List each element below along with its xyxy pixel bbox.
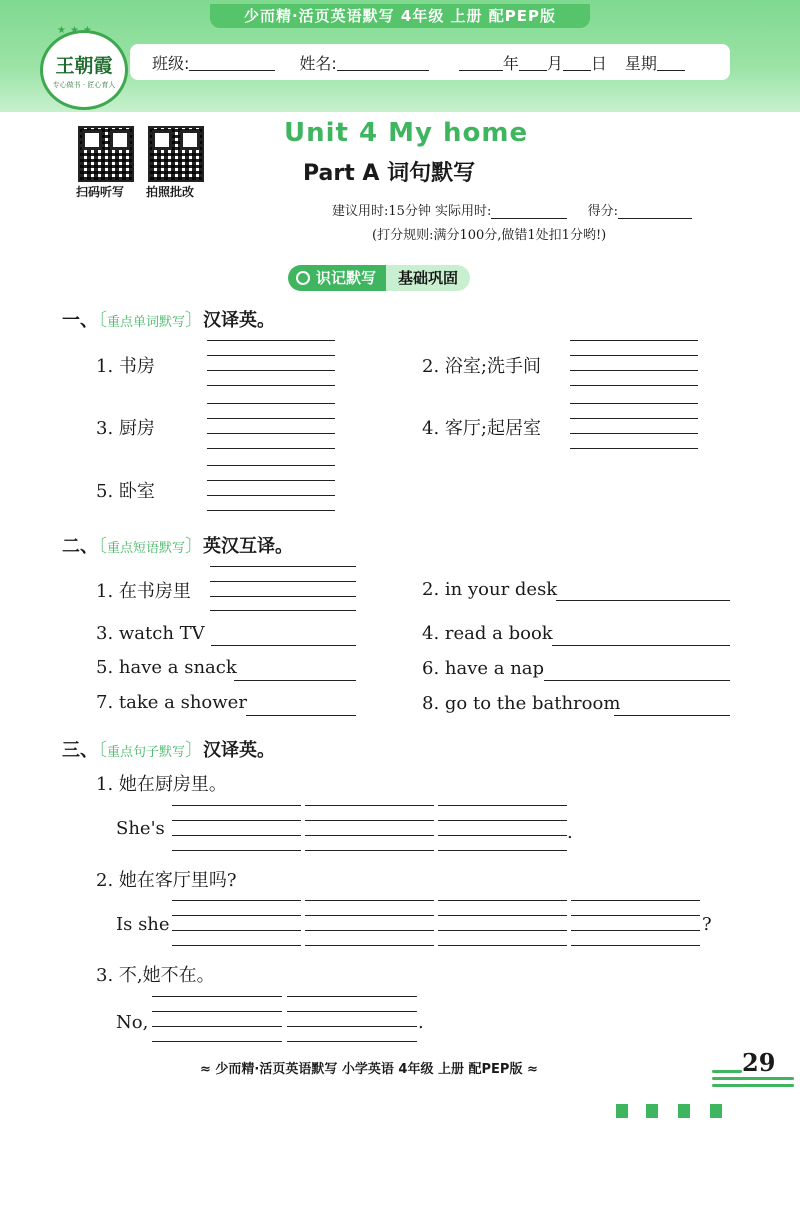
- answer-line[interactable]: [210, 581, 356, 582]
- section-3-instruction: 汉译英。: [203, 740, 276, 761]
- s3-q3-end: .: [418, 1012, 424, 1033]
- logo-text: 王朝霞: [55, 54, 113, 77]
- answer-line[interactable]: [172, 915, 301, 916]
- answer-line[interactable]: [570, 433, 698, 434]
- answer-line[interactable]: [210, 566, 356, 567]
- answer-line[interactable]: [438, 820, 567, 821]
- section-2-tag: 重点短语默写: [107, 541, 186, 556]
- unit-title: Unit 4 My home: [284, 118, 529, 148]
- section-1-heading: 一、〔重点单词默写〕汉译英。: [62, 310, 276, 331]
- badge-left-text: 识记默写: [316, 269, 377, 287]
- s3-question-3: 3. 不,她不在。: [96, 965, 215, 986]
- time-label: 建议用时:15分钟 实际用时:: [332, 204, 492, 219]
- scoring-rules: (打分规则:满分100分,做错1处扣1分哟!): [372, 228, 607, 243]
- s1-item-1: 1. 书房: [96, 356, 155, 377]
- s1-item-4: 4. 客厅;起居室: [422, 418, 541, 439]
- qr-code-grade[interactable]: [148, 126, 204, 182]
- section-3-heading: 三、〔重点句子默写〕汉译英。: [62, 740, 276, 761]
- corner-block: [616, 1104, 628, 1118]
- section-1-instruction: 汉译英。: [203, 310, 276, 331]
- answer-line[interactable]: [210, 610, 356, 611]
- section-3-tag: 重点句子默写: [107, 745, 186, 760]
- s2-item-1: 1. 在书房里: [96, 581, 191, 602]
- qr-code-listen[interactable]: [78, 126, 134, 182]
- section-2-instruction: 英汉互译。: [203, 536, 294, 557]
- answer-line[interactable]: [152, 1011, 282, 1012]
- wave-decoration: [712, 1077, 794, 1080]
- answer-line[interactable]: [207, 370, 335, 371]
- day-field[interactable]: [563, 53, 591, 71]
- answer-line[interactable]: [172, 900, 301, 901]
- answer-line[interactable]: [438, 805, 567, 806]
- s2-item-4: 4. read a book: [422, 623, 553, 644]
- answer-line[interactable]: [207, 495, 335, 496]
- answer-line[interactable]: [570, 418, 698, 419]
- answer-line[interactable]: [152, 996, 282, 997]
- class-label: 班级:: [152, 53, 190, 73]
- section-badge: [288, 264, 470, 292]
- answer-line[interactable]: [305, 900, 434, 901]
- answer-line[interactable]: [571, 900, 700, 901]
- answer-line[interactable]: [207, 418, 335, 419]
- answer-line[interactable]: [305, 915, 434, 916]
- section-1-tag: 重点单词默写: [107, 315, 186, 330]
- s3-question-1: 1. 她在厨房里。: [96, 774, 227, 795]
- answer-line[interactable]: [544, 680, 730, 681]
- section-3-number: 三、: [62, 740, 98, 761]
- qr-grade-label: 拍照批改: [146, 185, 195, 199]
- answer-line[interactable]: [172, 945, 301, 946]
- s3-q2-start: Is she: [116, 914, 170, 935]
- name-field[interactable]: [337, 53, 429, 71]
- publisher-logo: [40, 25, 128, 110]
- answer-line[interactable]: [570, 340, 698, 341]
- s2-item-2: 2. in your desk: [422, 579, 558, 600]
- wave-decoration: [712, 1070, 742, 1073]
- part-title: Part A 词句默写: [303, 161, 476, 186]
- answer-line[interactable]: [305, 835, 434, 836]
- answer-line[interactable]: [207, 433, 335, 434]
- answer-line[interactable]: [570, 385, 698, 386]
- answer-line[interactable]: [211, 645, 356, 646]
- s1-item-2: 2. 浴室;洗手间: [422, 356, 541, 377]
- badge-left: [288, 265, 386, 291]
- time-info: [332, 200, 692, 219]
- qr-listen-label: 扫码听写: [76, 185, 125, 199]
- answer-line[interactable]: [571, 915, 700, 916]
- s3-question-2: 2. 她在客厅里吗?: [96, 870, 237, 891]
- s2-item-3: 3. watch TV: [96, 623, 205, 644]
- s2-item-8: 8. go to the bathroom: [422, 693, 621, 714]
- month-label: 月: [546, 53, 563, 73]
- s3-q1-start: She's: [116, 818, 165, 839]
- s1-item-3: 3. 厨房: [96, 418, 155, 439]
- answer-line[interactable]: [207, 385, 335, 386]
- year-label: 年: [502, 53, 519, 73]
- answer-line[interactable]: [287, 1026, 417, 1027]
- answer-line[interactable]: [438, 915, 567, 916]
- answer-line[interactable]: [570, 403, 698, 404]
- answer-line[interactable]: [234, 680, 356, 681]
- answer-line[interactable]: [207, 403, 335, 404]
- weekday-label: 星期: [624, 53, 657, 73]
- answer-line[interactable]: [207, 480, 335, 481]
- page-number: 29: [742, 1048, 776, 1077]
- answer-line[interactable]: [207, 340, 335, 341]
- score-field[interactable]: [618, 201, 692, 219]
- answer-line[interactable]: [210, 596, 356, 597]
- student-info-bar: [130, 44, 730, 80]
- answer-line[interactable]: [207, 448, 335, 449]
- answer-line[interactable]: [438, 945, 567, 946]
- answer-line[interactable]: [207, 510, 335, 511]
- class-field[interactable]: [189, 53, 275, 71]
- answer-line[interactable]: [571, 930, 700, 931]
- answer-line[interactable]: [152, 1026, 282, 1027]
- answer-line[interactable]: [570, 448, 698, 449]
- answer-line[interactable]: [552, 645, 730, 646]
- section-1-number: 一、: [62, 310, 98, 331]
- answer-line[interactable]: [246, 715, 356, 716]
- corner-block: [646, 1104, 658, 1118]
- weekday-field[interactable]: [657, 53, 685, 71]
- day-label: 日: [590, 53, 607, 73]
- answer-line[interactable]: [152, 1041, 282, 1042]
- year-field[interactable]: [459, 53, 503, 71]
- answer-line[interactable]: [287, 1041, 417, 1042]
- answer-line[interactable]: [438, 900, 567, 901]
- logo-subtitle: 专心做书 · 匠心育人: [52, 80, 116, 89]
- answer-line[interactable]: [287, 1011, 417, 1012]
- wave-decoration: [712, 1084, 794, 1087]
- answer-line[interactable]: [438, 835, 567, 836]
- section-2-heading: 二、〔重点短语默写〕英汉互译。: [62, 536, 294, 557]
- badge-right-text: 基础巩固: [386, 265, 470, 291]
- month-field[interactable]: [519, 53, 547, 71]
- answer-line[interactable]: [305, 930, 434, 931]
- answer-line[interactable]: [305, 820, 434, 821]
- actual-time-field[interactable]: [491, 201, 567, 219]
- s2-item-6: 6. have a nap: [422, 658, 545, 679]
- answer-line[interactable]: [438, 930, 567, 931]
- answer-line[interactable]: [305, 945, 434, 946]
- series-title: 少而精·活页英语默写 4年级 上册 配PEP版: [210, 4, 590, 28]
- corner-block: [710, 1104, 722, 1118]
- answer-line[interactable]: [570, 370, 698, 371]
- answer-line[interactable]: [172, 820, 301, 821]
- star-icon: ★★★: [57, 25, 96, 36]
- s2-item-5: 5. have a snack: [96, 657, 237, 678]
- answer-line[interactable]: [207, 465, 335, 466]
- answer-line[interactable]: [172, 850, 301, 851]
- s2-item-7: 7. take a shower: [96, 692, 247, 713]
- answer-line[interactable]: [207, 355, 335, 356]
- answer-line[interactable]: [614, 715, 730, 716]
- score-label: 得分:: [587, 204, 618, 219]
- answer-line[interactable]: [287, 996, 417, 997]
- medal-icon: [296, 271, 310, 285]
- corner-block: [678, 1104, 690, 1118]
- answer-line[interactable]: [172, 835, 301, 836]
- answer-line[interactable]: [172, 805, 301, 806]
- name-label: 姓名:: [299, 53, 337, 73]
- s3-q1-end: .: [567, 822, 573, 843]
- answer-line[interactable]: [570, 355, 698, 356]
- section-2-number: 二、: [62, 536, 98, 557]
- s3-q3-start: No,: [116, 1012, 149, 1033]
- answer-line[interactable]: [571, 945, 700, 946]
- footer-text: ≈ 少而精·活页英语默写 小学英语 4年级 上册 配PEP版 ≈: [200, 1062, 538, 1077]
- answer-line[interactable]: [556, 600, 730, 601]
- answer-line[interactable]: [438, 850, 567, 851]
- answer-line[interactable]: [305, 850, 434, 851]
- s1-item-5: 5. 卧室: [96, 481, 155, 502]
- answer-line[interactable]: [172, 930, 301, 931]
- s3-q2-end: ?: [702, 914, 712, 935]
- answer-line[interactable]: [305, 805, 434, 806]
